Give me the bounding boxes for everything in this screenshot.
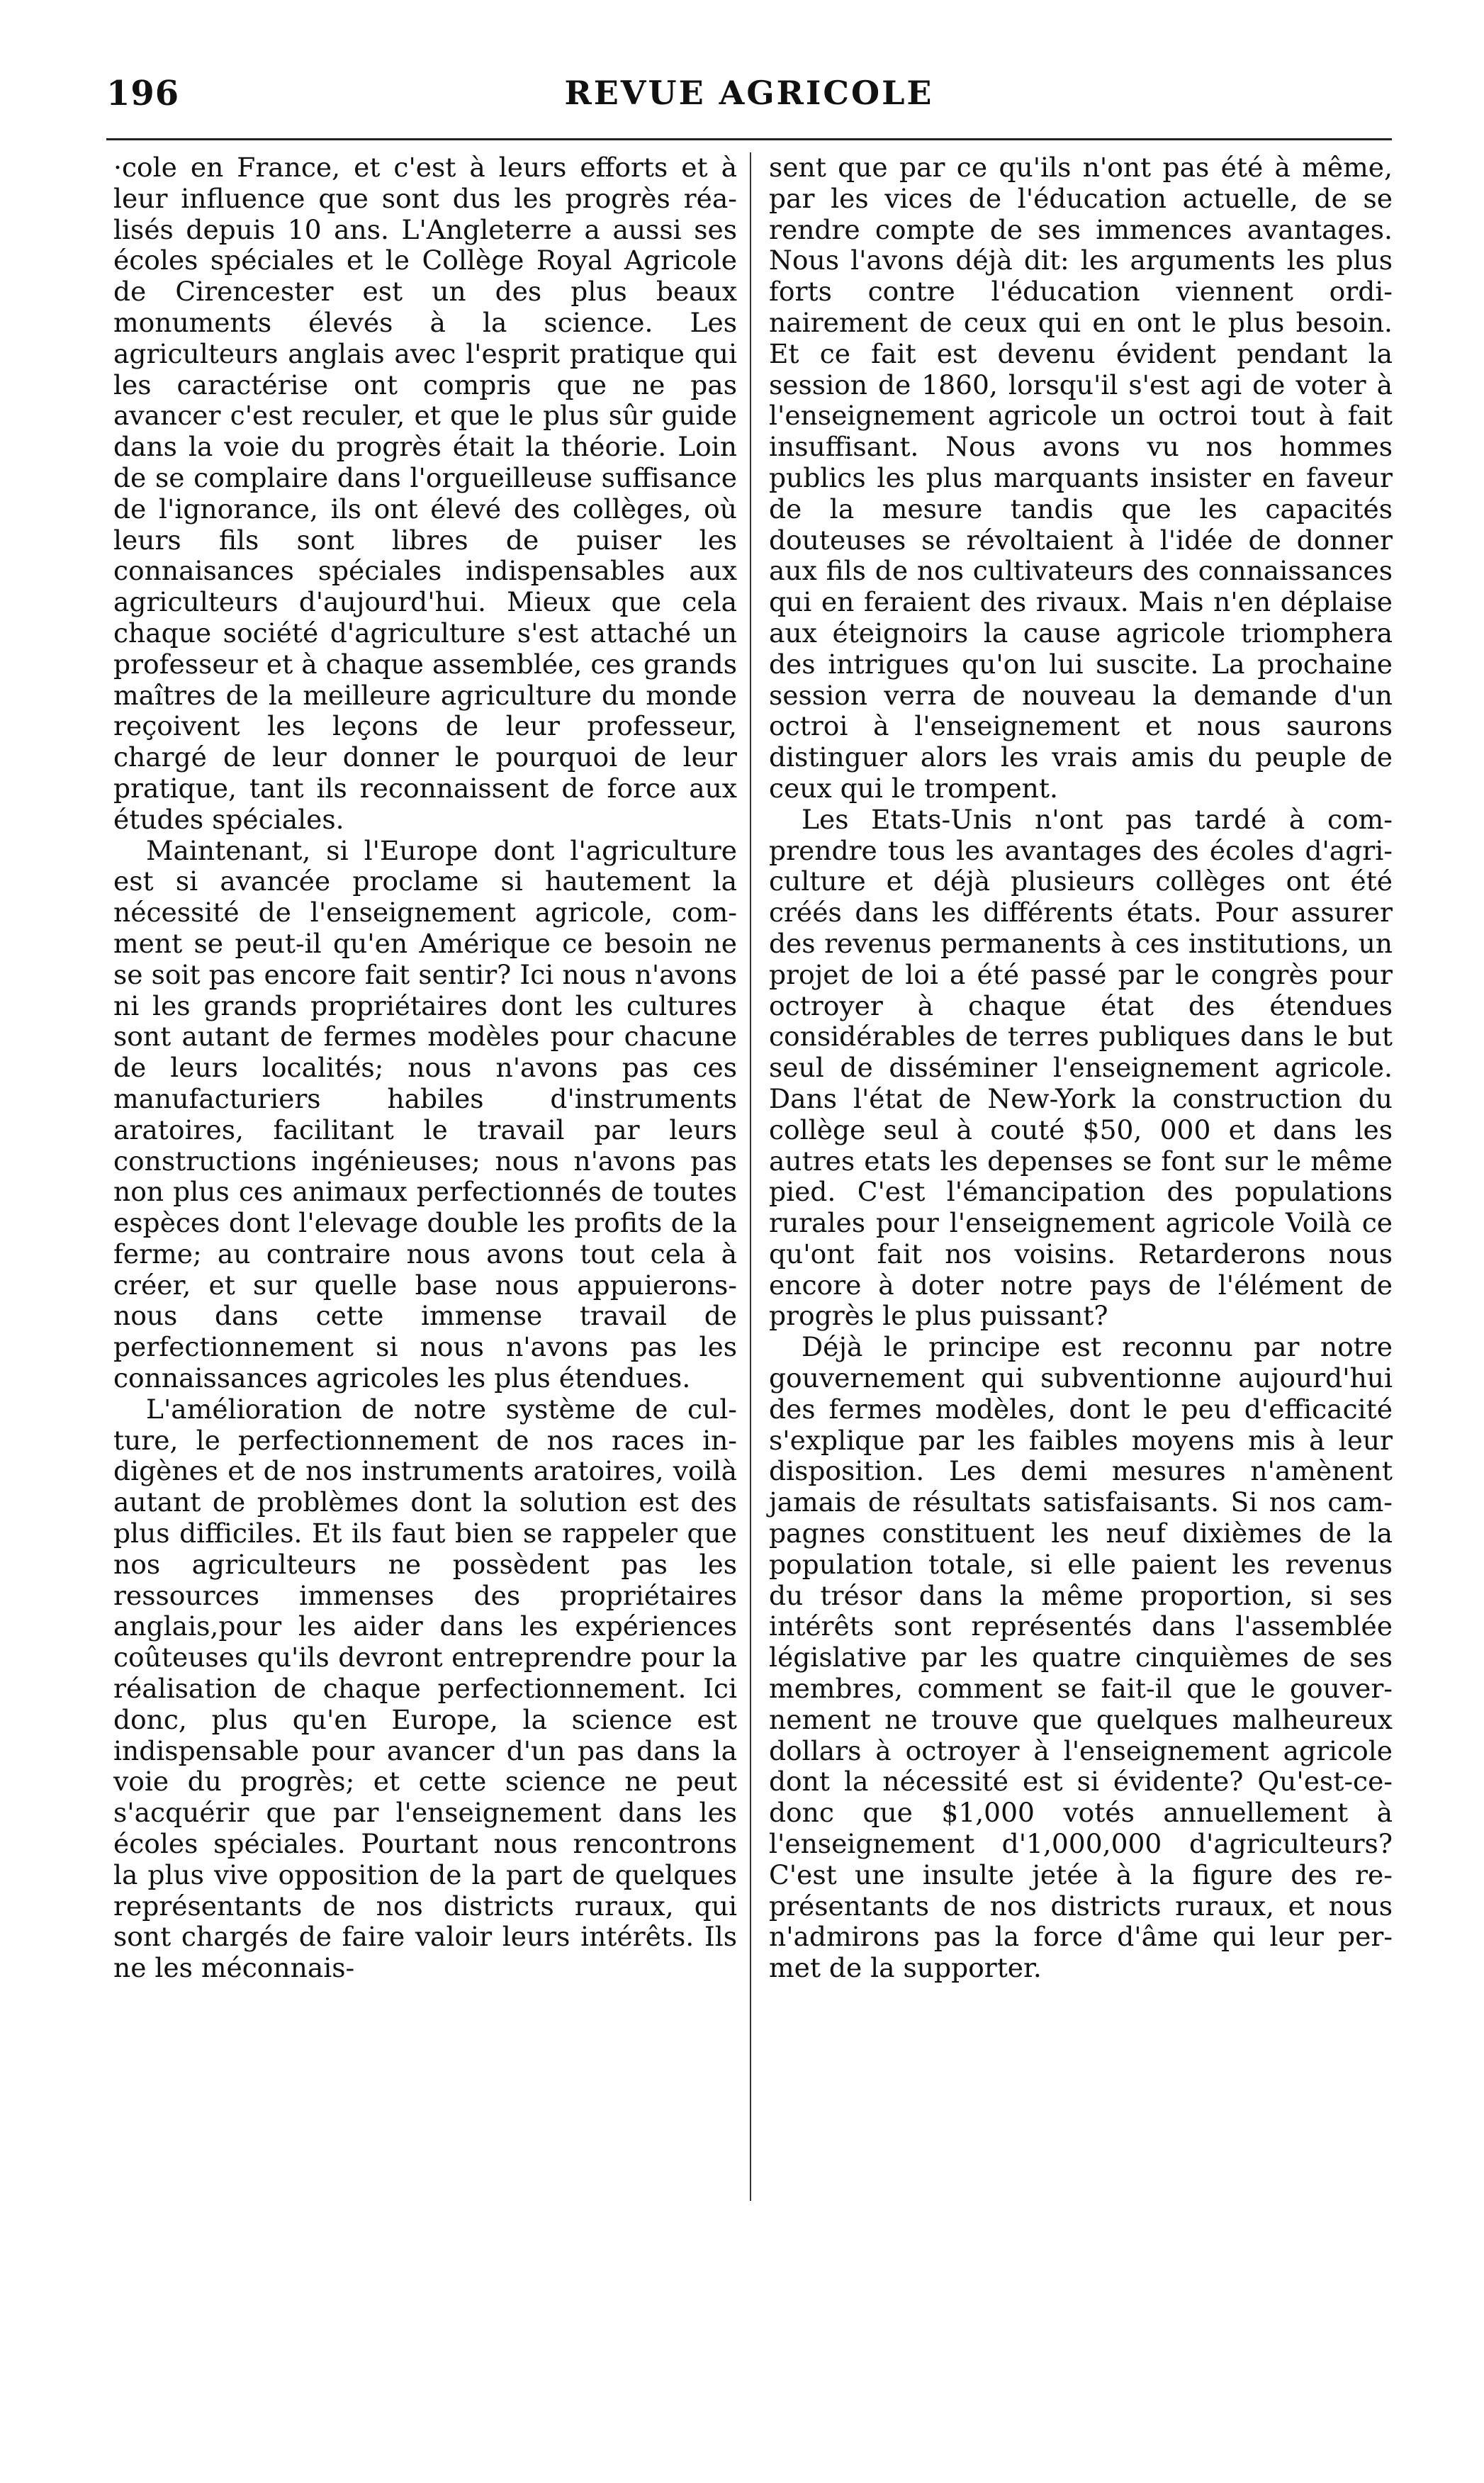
right-paragraph-2: Les Etats-Unis n'ont pas tardé à comprendre tous les avantages des écoles d'agriculture et déjà plusieurs collèges ont été créés dans les différents états. Pour assurer des revenus permanents à ces institutions, un projet de loi a été passé par le congrès pour octroyer à chaque état des étendues considérables de terres publiques dans le but seul de disséminer l'enseignement agricole. Dans l'état de New-York la construction du collège seul à couté $50, 000 et dans les autres etats les depenses se font sur le même pied. C'est l'émancipation des populations rurales pour l'enseignement agricole Voilà ce qu'ont fait nos voisins. Retarderons nous encore à doter notre pays de l'élément de progrès le plus puissant? <box>769 803 1393 1332</box>
left-column <box>113 152 737 1984</box>
left-paragraph-3: L'amélioration de notre système de culture, le perfectionnement de nos races indigènes et de nos instruments aratoires, voilà autant de problèmes dont la solution est des plus difficiles. Et ils faut bien se rappeler que nos agriculteurs ne possèdent pas les ressources immenses des propriétaires anglais,pour les aider dans les expériences coûteuses qu'ils devront entreprendre pour la réalisation de chaque perfectionnement. Ici donc, plus qu'en Europe, la science est indispensable pour avancer d'un pas dans la voie du progrès; et cette science ne peut s'acquérir que par l'enseignement dans les écoles spéciales. Pourtant nous rencontrons la plus vive opposition de la part de quelques représentants de nos districts ruraux, qui sont chargés de faire valoir leurs intérêts. Ils ne les méconnais- <box>113 1393 737 1984</box>
page-number: 196 <box>106 74 180 113</box>
right-paragraph-3: Déjà le principe est reconnu par notre gouvernement qui subventionne aujourd'hui des fermes modèles, dont le peu d'efficacité s'explique par les faibles moyens mis à leur disposition. Les demi mesures n'amènent jamais de résultats satisfaisants. Si nos campagnes constituent les neuf dixièmes de la population totale, si elle paient les revenus du trésor dans la même proportion, si ses intérêts sont représentés dans l'assemblée législative par les quatre cinquièmes de ses membres, comment se fait-il que le gouvernement ne trouve que quelques malheureux dollars à octroyer à l'enseignement agricole dont la nécessité est si évidente? Qu'est-ce-donc que $1,000 votés annuellement à l'enseignement d'1,000,000 d'agriculteurs? C'est une insulte jetée à la figure des représentants de nos districts ruraux, et nous n'admirons pas la force d'âme qui leur permet de la supporter. <box>769 1331 1393 1984</box>
column-divider <box>750 152 751 2201</box>
running-title: REVUE AGRICOLE <box>564 74 934 112</box>
left-paragraph-2: Maintenant, si l'Europe dont l'agriculture est si avancée proclame si hautement la nécessité de l'enseignement agricole, comment se peut-il qu'en Amérique ce besoin ne se soit pas encore fait sentir? Ici nous n'avons ni les grands propriétaires dont les cultures sont autant de fermes modèles pour chacune de leurs localités; nous n'avons pas ces manufacturiers habiles d'instruments aratoires, facilitant le travail par leurs constructions ingénieuses; nous n'avons pas non plus ces animaux perfectionnés de toutes espèces dont l'elevage double les profits de la ferme; au contraire nous avons tout cela à créer, et sur quelle base nous appuierons-nous dans cette immense travail de perfectionnement si nous n'avons pas les connaissances agricoles les plus étendues. <box>113 834 737 1394</box>
right-paragraph-1: sent que par ce qu'ils n'ont pas été à même, par les vices de l'éducation actuelle, de se rendre compte de ses immences avantages. Nous l'avons déjà dit: les arguments les plus forts contre l'éducation viennent ordinairement de ceux qui en ont le plus besoin. Et ce fait est devenu évident pendant la session de 1860, lorsqu'il s'est agi de voter à l'enseignement agricole un octroi tout à fait insuffisant. Nous avons vu nos hommes publics les plus marquants insister en faveur de la mesure tandis que les capacités douteuses se révoltaient à l'idée de donner aux fils de nos cultivateurs des connaissances qui en feraient des rivaux. Mais n'en déplaise aux éteignoirs la cause agricole triomphera des intrigues qu'on lui suscite. La prochaine session verra de nouveau la demande d'un octroi à l'enseignement et nous saurons distinguer alors les vrais amis du peuple de ceux qui le trompent. <box>769 152 1393 804</box>
right-column <box>769 152 1393 1984</box>
running-header <box>106 74 1392 123</box>
header-rule <box>106 138 1392 140</box>
left-paragraph-1: ·cole en France, et c'est à leurs efforts et à leur influence que sont dus les progrès réalisés depuis 10 ans. L'Angleterre a aussi ses écoles spéciales et le Collège Royal Agricole de Cirencester est un des plus beaux monuments élevés à la science. Les agriculteurs anglais avec l'esprit pratique qui les caractérise ont compris que ne pas avancer c'est reculer, et que le plus sûr guide dans la voie du progrès était la théorie. Loin de se complaire dans l'orgueilleuse suffisance de l'ignorance, ils ont élevé des collèges, où leurs fils sont libres de puiser les connaisances spéciales indispensables aux agriculteurs d'aujourd'hui. Mieux que cela chaque société d'agriculture s'est attaché un professeur et à chaque assemblée, ces grands maîtres de la meilleure agriculture du monde reçoivent les leçons de leur professeur, chargé de leur donner le pourquoi de leur pratique, tant ils reconnaissent de force aux études spéciales. <box>113 152 737 835</box>
